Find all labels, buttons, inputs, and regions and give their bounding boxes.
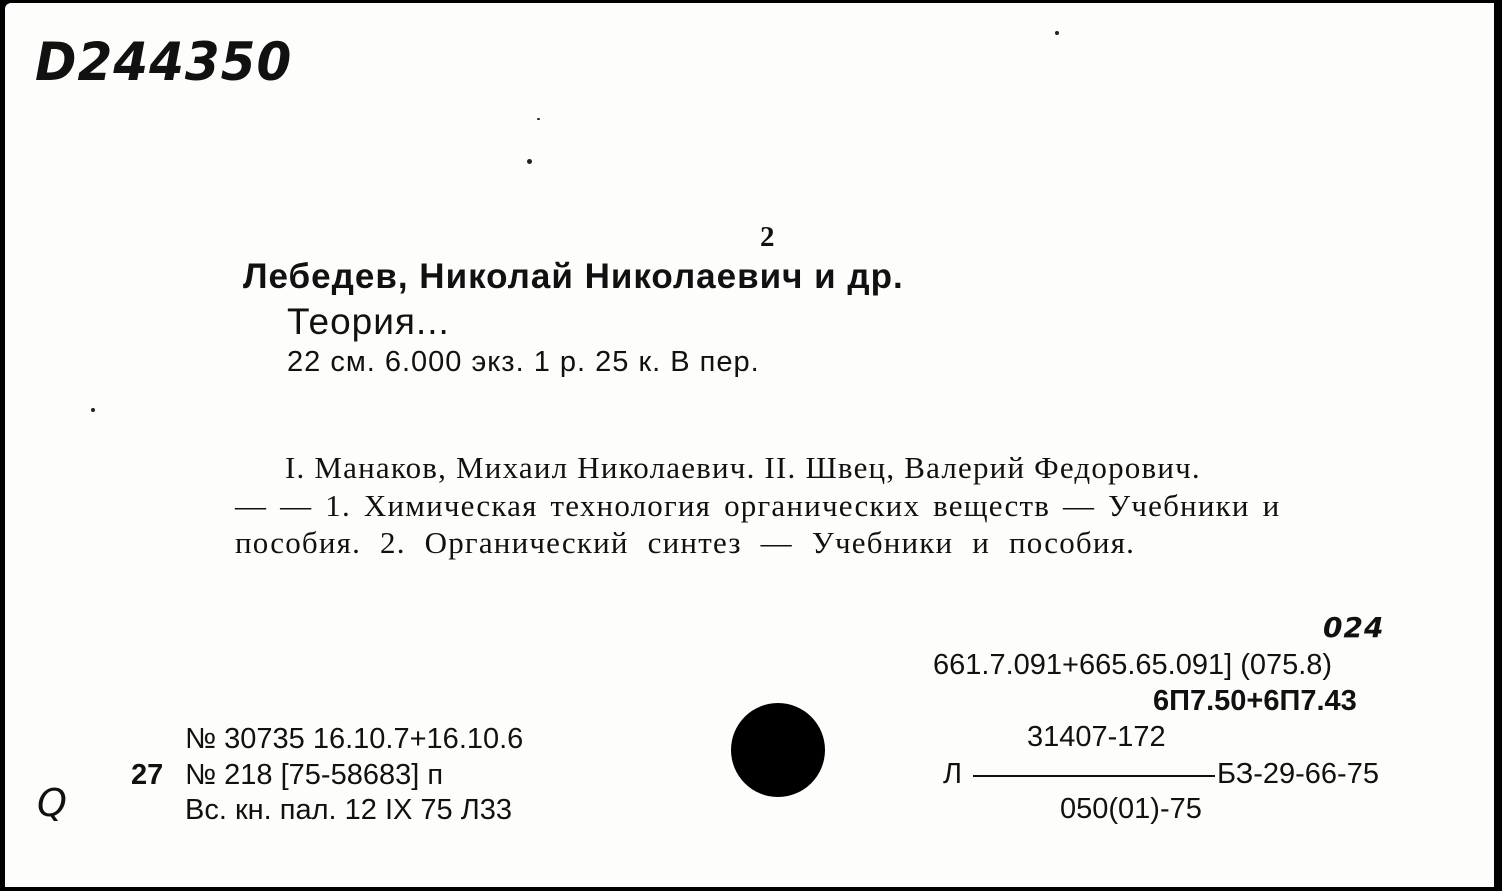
punch-hole <box>731 703 825 797</box>
code-bottom: 050(01)-75 <box>1060 793 1202 825</box>
bbk-index: 6П7.50+6П7.43 <box>1153 685 1357 717</box>
handwritten-id: D244350 <box>35 31 293 93</box>
author-heading: Лебедев, Николай Николаевич и др. <box>243 257 904 296</box>
footer-line-3: Вс. кн. пал. 12 IX 75 Л33 <box>185 794 513 826</box>
page-number: 2 <box>760 221 775 253</box>
speck <box>1055 31 1059 35</box>
catalog-card <box>5 3 1494 887</box>
speck <box>537 118 540 120</box>
subjects-line-1: I. Манаков, Михаил Николаевич. II. Швец, Валерий Федорович. <box>285 450 1201 485</box>
handwritten-class-note: 024 <box>1323 611 1385 644</box>
code-prefix: Л <box>943 758 963 790</box>
subjects-line-2: — — 1. Химическая технология органических веществ — Учебники и <box>235 488 1281 523</box>
code-suffix: БЗ-29-66-75 <box>1217 758 1379 790</box>
udc-index: 661.7.091+665.65.091] (075.8) <box>933 649 1333 681</box>
handwritten-mark: Q <box>37 781 68 825</box>
speck <box>91 408 95 412</box>
fraction-line <box>973 775 1215 777</box>
speck <box>527 159 532 164</box>
book-title: Теория... <box>287 301 450 342</box>
footer-line-2: № 218 [75-58683] п <box>185 759 444 791</box>
book-description: 22 см. 6.000 экз. 1 р. 25 к. В пер. <box>287 346 760 378</box>
footer-line-1: № 30735 16.10.7+16.10.6 <box>185 723 524 755</box>
footer-line-2-prefix: 27 <box>131 759 164 791</box>
subjects-line-3: пособия. 2. Органический синтез — Учебники и пособия. <box>235 525 1136 560</box>
code-top: 31407-172 <box>1027 721 1166 753</box>
